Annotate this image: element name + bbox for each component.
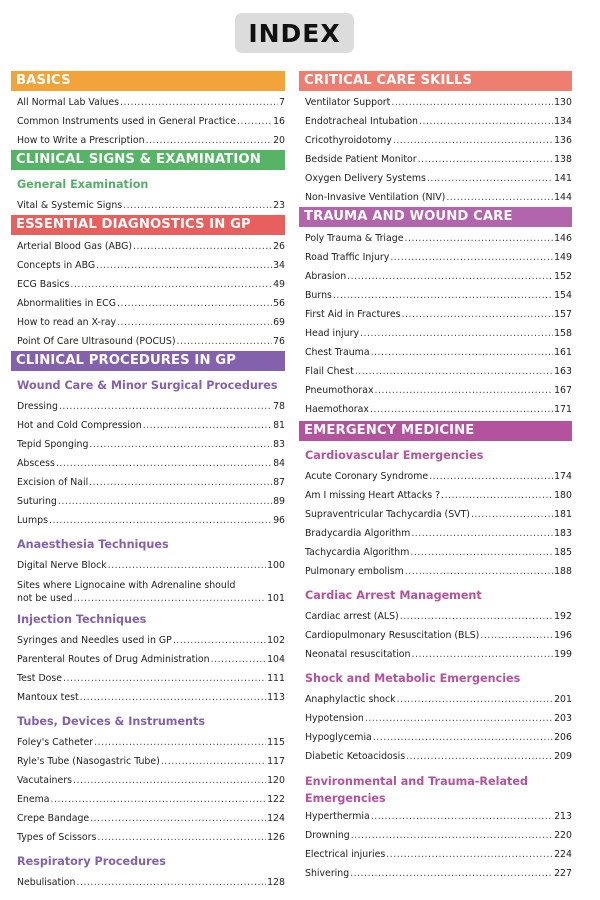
- index-entry[interactable]: [299, 645, 572, 664]
- entry-title: Abnormalities in ECG: [17, 298, 116, 309]
- entry-title: Cardiopulmonary Resuscitation (BLS): [305, 630, 480, 641]
- dot-leader: [402, 305, 554, 324]
- entry-page-number: 126: [267, 832, 285, 843]
- entry-title: First Aid in Fractures: [305, 309, 401, 320]
- entry-page-number: 7: [279, 97, 285, 108]
- dot-leader: [360, 324, 553, 343]
- entry-title: Hyperthermia: [305, 811, 370, 822]
- entry-title: Cardiac arrest (ALS): [305, 611, 399, 622]
- entry-page-number: 76: [273, 336, 285, 347]
- entry-page-number: 149: [554, 252, 572, 263]
- index-entry[interactable]: [299, 524, 572, 543]
- index-entry[interactable]: [11, 237, 285, 256]
- entry-title: Pulmonary embolism: [305, 566, 404, 577]
- entry-title: Bradycardia Algorithm: [305, 528, 411, 539]
- entry-title-line-1: Sites where Lignocaine with Adrenaline should: [17, 580, 236, 591]
- index-entry[interactable]: [299, 169, 572, 188]
- list-shock: [299, 690, 572, 766]
- entry-page-number: 141: [554, 173, 572, 184]
- index-entry[interactable]: [11, 790, 285, 809]
- dot-leader: [133, 237, 272, 256]
- entry-title: Ryle's Tube (Nasogastric Tube): [17, 756, 160, 767]
- dot-leader: [97, 828, 266, 847]
- entry-title: Foley's Catheter: [17, 737, 94, 748]
- entry-title: Point Of Care Ultrasound (POCUS): [17, 336, 176, 347]
- entry-title: Non-Invasive Ventilation (NIV): [305, 192, 446, 203]
- entry-page-number: 138: [554, 154, 572, 165]
- dot-leader: [59, 397, 272, 416]
- index-entry[interactable]: [299, 864, 572, 883]
- subheading-line-2: Emergencies: [305, 792, 386, 805]
- section-header-trauma: TRAUMA AND WOUND CARE: [299, 207, 572, 227]
- dot-leader: [49, 511, 272, 530]
- dot-leader: [429, 467, 553, 486]
- index-entry[interactable]: [299, 826, 572, 845]
- entry-title: Vital & Systemic Signs: [17, 200, 123, 211]
- subheading-general-examination: General Examination: [17, 178, 149, 191]
- entry-page-number: 78: [273, 401, 285, 412]
- dot-leader: [427, 169, 553, 188]
- entry-title: Diabetic Ketoacidosis: [305, 751, 406, 762]
- index-entry[interactable]: [299, 229, 572, 248]
- dot-leader: [146, 131, 272, 150]
- subheading-anaesthesia: Anaesthesia Techniques: [17, 538, 169, 551]
- dot-leader: [333, 286, 553, 305]
- dot-leader: [143, 416, 272, 435]
- dot-leader: [390, 248, 553, 267]
- index-entry[interactable]: [299, 747, 572, 766]
- entry-page-number: 101: [267, 593, 285, 604]
- entry-page-number: 188: [554, 566, 572, 577]
- index-entry[interactable]: [11, 511, 285, 530]
- dot-leader: [446, 188, 553, 207]
- list-general-examination: [11, 196, 285, 215]
- entry-page-number: 122: [267, 794, 285, 805]
- index-entry[interactable]: [11, 131, 285, 150]
- dot-leader: [397, 690, 553, 709]
- entry-title: Hypotension: [305, 713, 364, 724]
- dot-leader: [173, 631, 266, 650]
- index-entry[interactable]: [11, 771, 285, 790]
- entry-page-number: 128: [267, 877, 285, 888]
- entry-title: Head injury: [305, 328, 359, 339]
- entry-title: Ventilator Support: [305, 97, 391, 108]
- subheading-environmental: [299, 770, 572, 807]
- index-entry[interactable]: [299, 381, 572, 400]
- index-entry[interactable]: [299, 93, 572, 112]
- dot-leader: [371, 807, 553, 826]
- entry-page-number: 183: [554, 528, 572, 539]
- index-entry[interactable]: [11, 416, 285, 435]
- entry-page-number: 157: [554, 309, 572, 320]
- entry-page-number: 83: [273, 439, 285, 450]
- index-entry[interactable]: [11, 294, 285, 313]
- index-entry[interactable]: [11, 196, 285, 215]
- entry-page-number: 124: [267, 813, 285, 824]
- entry-page-number: 23: [273, 200, 285, 211]
- list-cardiovascular: [299, 467, 572, 581]
- entry-title: All Normal Lab Values: [17, 97, 120, 108]
- subheading-wound-care: Wound Care & Minor Surgical Procedures: [17, 379, 278, 392]
- list-diagnostics: [11, 237, 285, 351]
- dot-leader: [405, 229, 554, 248]
- index-entry[interactable]: [11, 733, 285, 752]
- subheading-shock-metabolic: Shock and Metabolic Emergencies: [305, 672, 521, 685]
- entry-title: Anaphylactic shock: [305, 694, 396, 705]
- index-entry[interactable]: [11, 688, 285, 707]
- entry-title: Dressing: [17, 401, 58, 412]
- entry-page-number: 209: [554, 751, 572, 762]
- section-header-emergency-medicine: EMERGENCY MEDICINE: [299, 421, 572, 441]
- section-header-essential-diagnostics: ESSENTIAL DIAGNOSTICS IN GP: [11, 215, 285, 235]
- dot-leader: [355, 362, 553, 381]
- index-entry[interactable]: [11, 873, 285, 892]
- index-entry[interactable]: [299, 709, 572, 728]
- entry-title: Vacutainers: [17, 775, 72, 786]
- dot-leader: [89, 473, 272, 492]
- entry-page-number: 69: [273, 317, 285, 328]
- list-respiratory: [11, 873, 285, 892]
- dot-leader: [393, 131, 553, 150]
- index-entry[interactable]: [11, 473, 285, 492]
- dot-leader: [391, 93, 553, 112]
- dot-leader: [347, 267, 553, 286]
- entry-title: Digital Nerve Block: [17, 560, 107, 571]
- dot-leader: [386, 845, 553, 864]
- entry-page-number: 102: [267, 635, 285, 646]
- entry-title: Types of Scissors: [17, 832, 97, 843]
- entry-title: Mantoux test: [17, 692, 79, 703]
- subheading-cardiac-arrest: Cardiac Arrest Management: [305, 589, 482, 602]
- entry-page-number: 203: [554, 713, 572, 724]
- section-header-clinical-procedures: CLINICAL PROCEDURES IN GP: [11, 351, 285, 371]
- entry-page-number: 146: [554, 233, 572, 244]
- entry-page-number: 152: [554, 271, 572, 282]
- index-entry[interactable]: [299, 267, 572, 286]
- entry-page-number: 115: [267, 737, 285, 748]
- entry-page-number: 16: [273, 116, 285, 127]
- entry-page-number: 136: [554, 135, 572, 146]
- entry-page-number: 167: [554, 385, 572, 396]
- index-entry[interactable]: [299, 305, 572, 324]
- list-critical-care: [299, 93, 572, 207]
- list-wound-care: [11, 397, 285, 530]
- dot-leader: [441, 486, 553, 505]
- entry-title: Parenteral Routes of Drug Administration: [17, 654, 210, 665]
- left-column: [11, 71, 285, 892]
- dot-leader: [58, 492, 272, 511]
- dot-leader: [237, 112, 272, 131]
- entry-page-number: 113: [267, 692, 285, 703]
- index-entry[interactable]: [299, 248, 572, 267]
- dot-leader: [351, 826, 553, 845]
- index-entry[interactable]: [299, 690, 572, 709]
- dot-leader: [123, 196, 272, 215]
- dot-leader: [117, 294, 272, 313]
- dot-leader: [94, 733, 266, 752]
- dot-leader: [419, 112, 553, 131]
- index-entry[interactable]: [11, 313, 285, 332]
- subheading-cardiovascular: Cardiovascular Emergencies: [305, 449, 484, 462]
- entry-page-number: 26: [273, 241, 285, 252]
- dot-leader: [96, 256, 272, 275]
- index-entry[interactable]: [299, 400, 572, 419]
- dot-leader: [108, 556, 266, 575]
- entry-title: Concepts in ABG: [17, 260, 96, 271]
- entry-page-number: 144: [554, 192, 572, 203]
- dot-leader: [211, 650, 266, 669]
- entry-page-number: 89: [273, 496, 285, 507]
- entry-page-number: 171: [554, 404, 572, 415]
- index-entry[interactable]: [11, 435, 285, 454]
- entry-title: Enema: [17, 794, 50, 805]
- entry-page-number: 87: [273, 477, 285, 488]
- list-trauma: [299, 229, 572, 419]
- index-entry[interactable]: [299, 343, 572, 362]
- entry-page-number: 134: [554, 116, 572, 127]
- section-header-critical-care: CRITICAL CARE SKILLS: [299, 71, 572, 91]
- entry-page-number: 81: [273, 420, 285, 431]
- index-entry[interactable]: [299, 467, 572, 486]
- index-entry[interactable]: [299, 807, 572, 826]
- index-entry[interactable]: [299, 324, 572, 343]
- index-entry[interactable]: [11, 256, 285, 275]
- entry-title: Acute Coronary Syndrome: [305, 471, 429, 482]
- list-basics: [11, 93, 285, 150]
- dot-leader: [80, 688, 266, 707]
- entry-page-number: 100: [267, 560, 285, 571]
- entry-title: Neonatal resuscitation: [305, 649, 411, 660]
- entry-page-number: 49: [273, 279, 285, 290]
- entry-title: Road Traffic Injury: [305, 252, 390, 263]
- index-entry[interactable]: [299, 607, 572, 626]
- dot-leader: [405, 562, 553, 581]
- dot-leader: [120, 93, 278, 112]
- index-title-box: [235, 13, 354, 53]
- entry-title: Burns: [305, 290, 332, 301]
- index-entry[interactable]: [299, 728, 572, 747]
- dot-leader: [74, 592, 267, 605]
- entry-title: How to Write a Prescription: [17, 135, 145, 146]
- section-header-basics: BASICS: [11, 71, 285, 91]
- index-entry[interactable]: [11, 93, 285, 112]
- dot-leader: [471, 505, 553, 524]
- entry-title: Test Dose: [17, 673, 63, 684]
- index-entry[interactable]: [11, 575, 285, 605]
- entry-page-number: 213: [554, 811, 572, 822]
- entry-page-number: 199: [554, 649, 572, 660]
- index-entry[interactable]: [299, 845, 572, 864]
- list-tubes: [11, 733, 285, 847]
- index-entry[interactable]: [11, 492, 285, 511]
- dot-leader: [410, 543, 553, 562]
- right-column: [299, 71, 572, 883]
- entry-title: Pneumothorax: [305, 385, 374, 396]
- dot-leader: [411, 645, 553, 664]
- index-entry[interactable]: [299, 486, 572, 505]
- index-entry[interactable]: [11, 112, 285, 131]
- entry-title: Am I missing Heart Attacks ?: [305, 490, 441, 501]
- entry-page-number: 181: [554, 509, 572, 520]
- dot-leader: [117, 313, 272, 332]
- entry-page-number: 220: [554, 830, 572, 841]
- index-entry[interactable]: [299, 505, 572, 524]
- entry-page-number: 158: [554, 328, 572, 339]
- entry-page-number: 163: [554, 366, 572, 377]
- dot-leader: [406, 747, 553, 766]
- index-entry[interactable]: [299, 112, 572, 131]
- dot-leader: [365, 709, 553, 728]
- dot-leader: [411, 524, 553, 543]
- dot-leader: [370, 400, 553, 419]
- entry-title: Hot and Cold Compression: [17, 420, 142, 431]
- index-entry[interactable]: [299, 131, 572, 150]
- index-entry[interactable]: [11, 454, 285, 473]
- index-entry[interactable]: [299, 543, 572, 562]
- entry-page-number: 120: [267, 775, 285, 786]
- dot-leader: [90, 809, 266, 828]
- index-entry[interactable]: [11, 556, 285, 575]
- dot-leader: [375, 381, 554, 400]
- index-entry[interactable]: [11, 650, 285, 669]
- index-entry[interactable]: [11, 809, 285, 828]
- section-header-clinical-signs: CLINICAL SIGNS & EXAMINATION: [11, 150, 285, 170]
- entry-page-number: 20: [273, 135, 285, 146]
- dot-leader: [63, 669, 266, 688]
- index-entry[interactable]: [11, 631, 285, 650]
- index-entry[interactable]: [11, 828, 285, 847]
- entry-title: Hypoglycemia: [305, 732, 372, 743]
- dot-leader: [371, 343, 554, 362]
- dot-leader: [350, 864, 553, 883]
- dot-leader: [373, 728, 553, 747]
- index-entry[interactable]: [11, 275, 285, 294]
- entry-page-number: 111: [267, 673, 285, 684]
- index-entry[interactable]: [11, 669, 285, 688]
- entry-title: Crepe Bandage: [17, 813, 90, 824]
- list-environmental: [299, 807, 572, 883]
- entry-title: Flail Chest: [305, 366, 354, 377]
- dot-leader: [89, 435, 272, 454]
- entry-page-number: 196: [554, 630, 572, 641]
- entry-title: Shivering: [305, 868, 350, 879]
- entry-title-line-2: not be used: [17, 593, 73, 604]
- dot-leader: [51, 790, 267, 809]
- entry-title: How to read an X-ray: [17, 317, 117, 328]
- entry-page-number: 154: [554, 290, 572, 301]
- dot-leader: [418, 150, 553, 169]
- entry-page-number: 224: [554, 849, 572, 860]
- entry-page-number: 104: [267, 654, 285, 665]
- index-entry[interactable]: [11, 332, 285, 351]
- entry-title: Abrasion: [305, 271, 347, 282]
- entry-title: Cricothyroidotomy: [305, 135, 392, 146]
- index-entry[interactable]: [299, 188, 572, 207]
- entry-title: Electrical injuries: [305, 849, 386, 860]
- entry-page-number: 201: [554, 694, 572, 705]
- page-title: INDEX: [248, 18, 341, 48]
- entry-title: Common Instruments used in General Practice: [17, 116, 237, 127]
- entry-page-number: 185: [554, 547, 572, 558]
- entry-title: Supraventricular Tachycardia (SVT): [305, 509, 470, 520]
- entry-page-number: 34: [273, 260, 285, 271]
- dot-leader: [400, 607, 553, 626]
- entry-page-number: 227: [554, 868, 572, 879]
- dot-leader: [70, 275, 272, 294]
- dot-leader: [76, 873, 266, 892]
- entry-title: Lumps: [17, 515, 48, 526]
- entry-title: Suturing: [17, 496, 57, 507]
- entry-title: Arterial Blood Gas (ABG): [17, 241, 133, 252]
- entry-title: Endotracheal Intubation: [305, 116, 418, 127]
- index-entry[interactable]: [299, 150, 572, 169]
- entry-title: Oxygen Delivery Systems: [305, 173, 426, 184]
- entry-title: ECG Basics: [17, 279, 70, 290]
- entry-title: Tepid Sponging: [17, 439, 89, 450]
- index-entry[interactable]: [299, 562, 572, 581]
- entry-page-number: 206: [554, 732, 572, 743]
- entry-page-number: 84: [273, 458, 285, 469]
- entry-title: Nebulisation: [17, 877, 76, 888]
- index-entry[interactable]: [299, 626, 572, 645]
- index-entry[interactable]: [299, 286, 572, 305]
- dot-leader: [73, 771, 266, 790]
- entry-title: Poly Trauma & Triage: [305, 233, 404, 244]
- subheading-injection-techniques: Injection Techniques: [17, 613, 147, 626]
- entry-page-number: 180: [554, 490, 572, 501]
- entry-title: Drowning: [305, 830, 350, 841]
- subheading-line-1: Environmental and Trauma-Related: [305, 775, 528, 788]
- subheading-tubes-devices: Tubes, Devices & Instruments: [17, 715, 206, 728]
- entry-page-number: 174: [554, 471, 572, 482]
- entry-title: Haemothorax: [305, 404, 369, 415]
- dot-leader: [177, 332, 273, 351]
- entry-page-number: 192: [554, 611, 572, 622]
- dot-leader: [56, 454, 272, 473]
- entry-title: Syringes and Needles used in GP: [17, 635, 172, 646]
- entry-page-number: 130: [554, 97, 572, 108]
- subheading-respiratory: Respiratory Procedures: [17, 855, 166, 868]
- entry-title: Bedside Patient Monitor: [305, 154, 417, 165]
- entry-title: Tachycardia Algorithm: [305, 547, 410, 558]
- index-entry[interactable]: [11, 397, 285, 416]
- dot-leader: [480, 626, 553, 645]
- entry-page-number: 161: [554, 347, 572, 358]
- index-entry[interactable]: [299, 362, 572, 381]
- entry-title: Abscess: [17, 458, 55, 469]
- entry-page-number: 56: [273, 298, 285, 309]
- dot-leader: [161, 752, 266, 771]
- index-entry[interactable]: [11, 752, 285, 771]
- entry-page-number: 117: [267, 756, 285, 767]
- list-injection: [11, 631, 285, 707]
- entry-page-number: 96: [273, 515, 285, 526]
- list-cardiac-arrest: [299, 607, 572, 664]
- entry-title: Chest Trauma: [305, 347, 370, 358]
- entry-title: Excision of Nail: [17, 477, 89, 488]
